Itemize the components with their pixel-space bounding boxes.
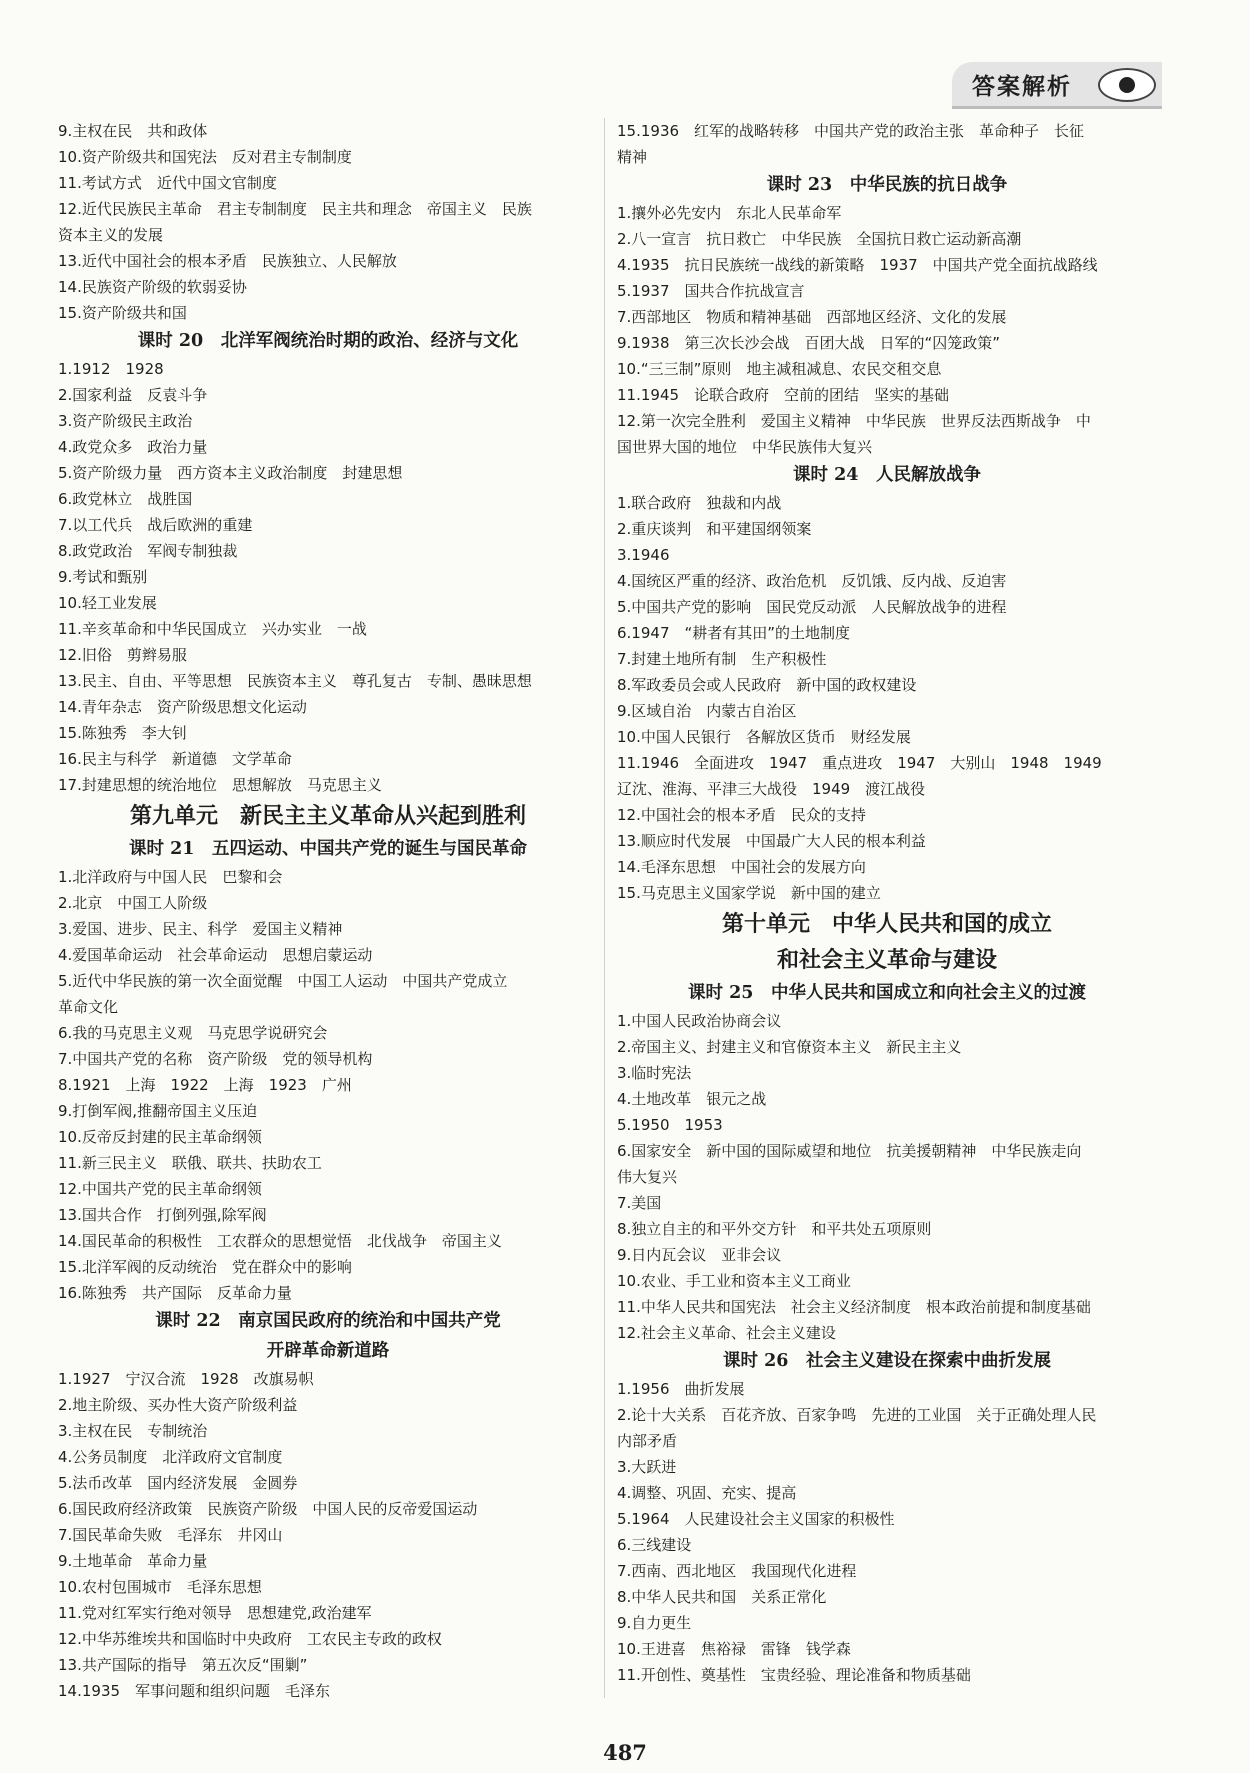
answer-item: 1.1927 宁汉合流 1928 改旗易帜 (58, 1370, 314, 1388)
answer-item: 16.陈独秀 共产国际 反革命力量 (58, 1284, 292, 1302)
right-column (617, 118, 1157, 1688)
answer-item: 6.我的马克思主义观 马克思学说研究会 (58, 1024, 328, 1042)
answer-item: 7.中国共产党的名称 资产阶级 党的领导机构 (58, 1050, 373, 1068)
answer-item: 15.陈独秀 李大钊 (58, 724, 187, 742)
answer-item: 9.区域自治 内蒙古自治区 (617, 702, 797, 720)
answer-item: 10.反帝反封建的民主革命纲领 (58, 1128, 262, 1146)
answer-item: 11.开创性、奠基性 宝贵经验、理论准备和物质基础 (617, 1666, 971, 1684)
answer-item: 14.1935 军事问题和组织问题 毛泽东 (58, 1682, 331, 1700)
answer-item: 2.论十大关系 百花齐放、百家争鸣 先进的工业国 关于正确处理人民 内部矛盾 (617, 1406, 1097, 1450)
answer-item: 3.主权在民 专制统治 (58, 1422, 208, 1440)
answer-item: 9.打倒军阀,推翻帝国主义压迫 (58, 1102, 258, 1120)
answer-item: 14.青年杂志 资产阶级思想文化运动 (58, 698, 307, 716)
answer-item: 11.党对红军实行绝对领导 思想建党,政治建军 (58, 1604, 372, 1622)
answer-item: 10.轻工业发展 (58, 594, 157, 612)
lesson-heading: 课时 23 中华民族的抗日战争 (766, 175, 1008, 195)
answer-item: 7.以工代兵 战后欧洲的重建 (58, 516, 253, 534)
answer-item: 7.西部地区 物质和精神基础 西部地区经济、文化的发展 (617, 308, 1007, 326)
answer-item: 14.民族资产阶级的软弱妥协 (58, 278, 247, 296)
answer-item: 1.1912 1928 (58, 360, 164, 378)
answer-item: 14.国民革命的积极性 工农群众的思想觉悟 北伐战争 帝国主义 (58, 1232, 502, 1250)
answer-item: 13.民主、自由、平等思想 民族资本主义 尊孔复古 专制、愚昧思想 (58, 672, 532, 690)
answer-item: 9.主权在民 共和政体 (58, 122, 208, 140)
answer-item: 7.美国 (617, 1194, 662, 1212)
answer-item: 11.新三民主义 联俄、联共、扶助农工 (58, 1154, 322, 1172)
answer-item: 11.考试方式 近代中国文官制度 (58, 174, 277, 192)
answer-item: 7.封建土地所有制 生产积极性 (617, 650, 827, 668)
answer-item: 2.八一宣言 抗日救亡 中华民族 全国抗日救亡运动新高潮 (617, 230, 1022, 248)
answer-item: 5.资产阶级力量 西方资本主义政治制度 封建思想 (58, 464, 403, 482)
answer-item: 13.共产国际的指导 第五次反“围剿” (58, 1656, 308, 1674)
answer-item: 6.政党林立 战胜国 (58, 490, 193, 508)
answer-item: 2.重庆谈判 和平建国纲领案 (617, 520, 812, 538)
answer-item: 10.农村包围城市 毛泽东思想 (58, 1578, 262, 1596)
answer-item: 5.法币改革 国内经济发展 金圆券 (58, 1474, 298, 1492)
answer-item: 6.国民政府经济政策 民族资产阶级 中国人民的反帝爱国运动 (58, 1500, 478, 1518)
answer-item: 12.近代民族民主革命 君主专制制度 民主共和理念 帝国主义 民族 资本主义的发展 (58, 200, 532, 244)
answer-item: 7.国民革命失败 毛泽东 井冈山 (58, 1526, 283, 1544)
header-tab (952, 62, 1162, 109)
answer-item: 8.1921 上海 1922 上海 1923 广州 (58, 1076, 352, 1094)
unit-heading: 第九单元 新民主主义革命从兴起到胜利 (129, 803, 526, 829)
answer-item: 7.西南、西北地区 我国现代化进程 (617, 1562, 857, 1580)
answer-item: 9.自力更生 (617, 1614, 692, 1632)
answer-item: 6.国家安全 新中国的国际威望和地位 抗美援朝精神 中华民族走向 伟大复兴 (617, 1142, 1082, 1186)
answer-item: 12.社会主义革命、社会主义建设 (617, 1324, 836, 1342)
answer-item: 4.国统区严重的经济、政治危机 反饥饿、反内战、反迫害 (617, 572, 1007, 590)
answer-item: 10.“三三制”原则 地主减租减息、农民交租交息 (617, 360, 942, 378)
answer-item: 10.中国人民银行 各解放区货币 财经发展 (617, 728, 911, 746)
answer-item: 5.近代中华民族的第一次全面觉醒 中国工人运动 中国共产党成立 革命文化 (58, 972, 508, 1016)
answer-item: 4.调整、巩固、充实、提高 (617, 1484, 797, 1502)
answer-item: 11.中华人民共和国宪法 社会主义经济制度 根本政治前提和制度基础 (617, 1298, 1091, 1316)
answer-item: 9.考试和甄别 (58, 568, 148, 586)
page-number: 487 (603, 1740, 647, 1765)
answer-item: 4.土地改革 银元之战 (617, 1090, 767, 1108)
answer-item: 2.国家利益 反袁斗争 (58, 386, 208, 404)
answer-item: 5.1964 人民建设社会主义国家的积极性 (617, 1510, 895, 1528)
answer-item: 13.近代中国社会的根本矛盾 民族独立、人民解放 (58, 252, 397, 270)
answer-item: 4.政党众多 政治力量 (58, 438, 208, 456)
answer-item: 4.爱国革命运动 社会革命运动 思想启蒙运动 (58, 946, 373, 964)
answer-item: 14.毛泽东思想 中国社会的发展方向 (617, 858, 866, 876)
answer-item: 11.1946 全面进攻 1947 重点进攻 1947 大别山 1948 1949 辽沈、淮海、平津三大战役 1949 渡江战役 (617, 754, 1102, 798)
answer-item: 8.中华人民共和国 关系正常化 (617, 1588, 827, 1606)
answer-item: 2.帝国主义、封建主义和官僚资本主义 新民主主义 (617, 1038, 962, 1056)
answer-item: 8.独立自主的和平外交方针 和平共处五项原则 (617, 1220, 932, 1238)
answer-item: 15.马克思主义国家学说 新中国的建立 (617, 884, 881, 902)
lesson-heading: 课时 21 五四运动、中国共产党的诞生与国民革命 (129, 839, 527, 859)
answer-item: 10.农业、手工业和资本主义工商业 (617, 1272, 851, 1290)
answer-item: 17.封建思想的统治地位 思想解放 马克思主义 (58, 776, 382, 794)
answer-item: 12.第一次完全胜利 爱国主义精神 中华民族 世界反法西斯战争 中 国世界大国的地位 中华民族伟大复兴 (617, 412, 1091, 456)
answer-item: 6.三线建设 (617, 1536, 692, 1554)
answer-item: 1.攘外必先安内 东北人民革命军 (617, 204, 842, 222)
column-divider (604, 118, 605, 1698)
left-column (58, 118, 598, 1704)
unit-heading: 第十单元 中华人民共和国的成立 和社会主义革命与建设 (721, 911, 1052, 973)
answer-item: 8.军政委员会或人民政府 新中国的政权建设 (617, 676, 917, 694)
answer-item: 3.资产阶级民主政治 (58, 412, 193, 430)
answer-item: 1.北洋政府与中国人民 巴黎和会 (58, 868, 283, 886)
answer-item: 3.爱国、进步、民主、科学 爱国主义精神 (58, 920, 343, 938)
lesson-heading: 课时 25 中华人民共和国成立和向社会主义的过渡 (688, 983, 1086, 1003)
answer-item: 12.中国共产党的民主革命纲领 (58, 1180, 262, 1198)
answer-item: 4.1935 抗日民族统一战线的新策略 1937 中国共产党全面抗战路线 (617, 256, 1098, 274)
answer-item: 16.民主与科学 新道德 文学革命 (58, 750, 292, 768)
answer-item: 15.1936 红军的战略转移 中国共产党的政治主张 革命种子 长征 精神 (617, 122, 1085, 166)
lesson-heading: 课时 26 社会主义建设在探索中曲折发展 (723, 1351, 1051, 1371)
answer-item: 11.辛亥革命和中华民国成立 兴办实业 一战 (58, 620, 367, 638)
answer-item: 15.资产阶级共和国 (58, 304, 187, 322)
answer-item: 1.1956 曲折发展 (617, 1380, 745, 1398)
lesson-heading: 课时 24 人民解放战争 (793, 465, 981, 485)
answer-item: 4.公务员制度 北洋政府文官制度 (58, 1448, 283, 1466)
answer-item: 10.资产阶级共和国宪法 反对君主专制制度 (58, 148, 352, 166)
answer-item: 3.临时宪法 (617, 1064, 692, 1082)
answer-item: 12.中国社会的根本矛盾 民众的支持 (617, 806, 866, 824)
answer-item: 9.1938 第三次长沙会战 百团大战 日军的“囚笼政策” (617, 334, 1001, 352)
answer-item: 1.中国人民政治协商会议 (617, 1012, 782, 1030)
answer-item: 5.中国共产党的影响 国民党反动派 人民解放战争的进程 (617, 598, 1007, 616)
answer-item: 6.1947 “耕者有其田”的土地制度 (617, 624, 851, 642)
answer-item: 3.大跃进 (617, 1458, 677, 1476)
answer-item: 9.土地革命 革命力量 (58, 1552, 208, 1570)
answer-item: 13.顺应时代发展 中国最广大人民的根本利益 (617, 832, 926, 850)
answer-item: 13.国共合作 打倒列强,除军阀 (58, 1206, 267, 1224)
answer-item: 8.政党政治 军阀专制独裁 (58, 542, 238, 560)
answer-item: 9.日内瓦会议 亚非会议 (617, 1246, 782, 1264)
answer-item: 2.地主阶级、买办性大资产阶级利益 (58, 1396, 298, 1414)
header-title: 答案解析 (972, 74, 1072, 100)
answer-item: 15.北洋军阀的反动统治 党在群众中的影响 (58, 1258, 352, 1276)
lesson-heading: 课时 22 南京国民政府的统治和中国共产党 开辟革命新道路 (155, 1311, 501, 1361)
answer-item: 1.联合政府 独裁和内战 (617, 494, 782, 512)
lesson-heading: 课时 20 北洋军阀统治时期的政治、经济与文化 (137, 331, 519, 351)
eye-logo-icon (1098, 68, 1156, 102)
answer-item: 10.王进喜 焦裕禄 雷锋 钱学森 (617, 1640, 851, 1658)
answer-item: 12.旧俗 剪辫易服 (58, 646, 187, 664)
answer-item: 5.1950 1953 (617, 1116, 723, 1134)
answer-item: 3.1946 (617, 546, 670, 564)
answer-item: 5.1937 国共合作抗战宣言 (617, 282, 805, 300)
answer-item: 11.1945 论联合政府 空前的团结 坚实的基础 (617, 386, 950, 404)
answer-item: 12.中华苏维埃共和国临时中央政府 工农民主专政的政权 (58, 1630, 442, 1648)
answer-item: 2.北京 中国工人阶级 (58, 894, 208, 912)
